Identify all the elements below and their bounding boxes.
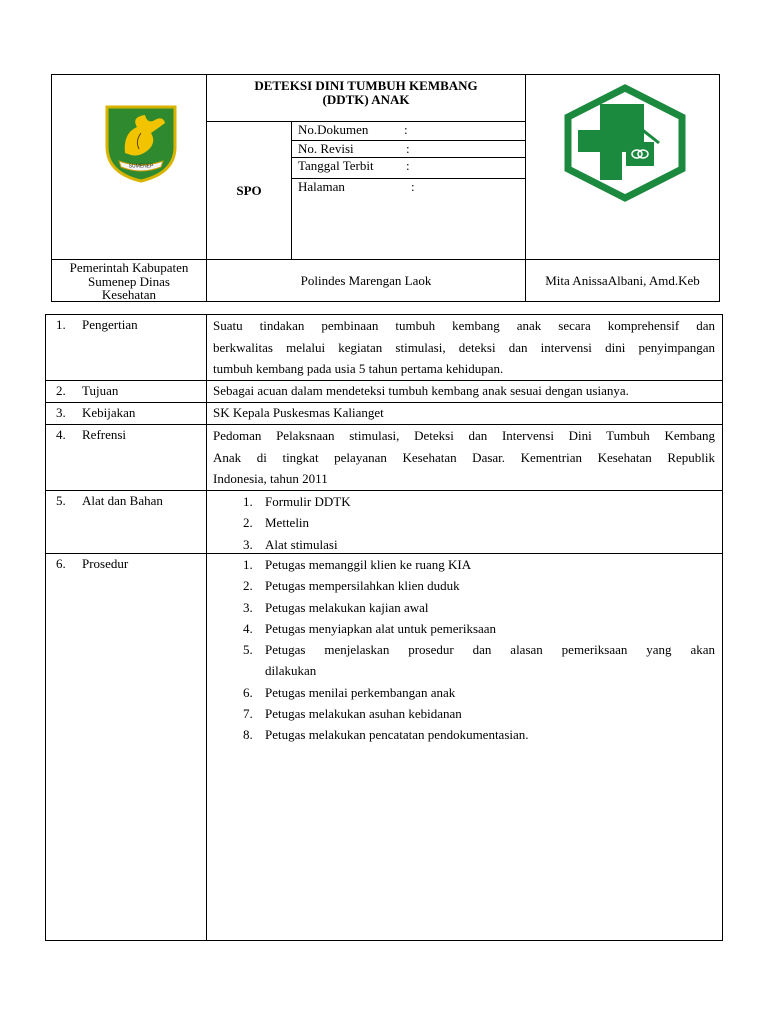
list-number: 1. — [243, 557, 253, 572]
list-number: 6. — [243, 684, 253, 700]
list-item — [213, 554, 715, 575]
meta-colon: : — [411, 179, 415, 194]
list-text-line: Petugas menjelaskan prosedur dan alasan pemeriksaan yang akan — [265, 642, 715, 658]
footer-institution — [51, 259, 207, 302]
meta-colon: : — [406, 141, 410, 156]
row-number: 2. — [56, 383, 66, 398]
list-item — [213, 618, 715, 639]
list-number: 3. — [243, 599, 253, 615]
row-number: 6. — [56, 556, 66, 571]
row-label-kebijakan — [45, 402, 207, 425]
row-label: Alat dan Bahan — [82, 493, 163, 508]
content-line: tumbuh kembang pada usia 5 tahun pertama kehidupan. — [213, 361, 504, 376]
title-line-2: (DDTK) ANAK — [322, 92, 410, 107]
list-text: Petugas menilai perkembangan anak — [265, 684, 456, 700]
document-title — [206, 74, 526, 122]
list-item — [213, 534, 715, 555]
list-text: Formulir DDTK — [265, 494, 351, 509]
meta-label: Tanggal Terbit — [298, 158, 374, 173]
sumenep-emblem-icon — [101, 103, 181, 183]
row-label-refrensi — [45, 424, 207, 491]
list-text: Petugas melakukan pencatatan pendokumentasian. — [265, 727, 529, 743]
row-label: Tujuan — [82, 383, 119, 398]
row-label: Pengertian — [82, 317, 138, 332]
list-number: 4. — [243, 620, 253, 636]
row-content-tujuan: Sebagai acuan dalam mendeteksi tumbuh kembang anak sesuai dengan usianya. — [206, 380, 723, 403]
meta-no-dokumen — [291, 121, 526, 141]
meta-label: No.Dokumen — [298, 122, 369, 137]
list-item — [213, 491, 715, 512]
emblem-ribbon-text: SUMENEP — [128, 163, 154, 170]
content-line: Suatu tindakan pembinaan tumbuh kembang anak secara komprehensif dan — [213, 318, 715, 333]
content-line: berkwalitas melalui kegiatan stimulasi, deteksi dan intervensi dini penyimpangan — [213, 339, 715, 355]
footer-location: Polindes Marengan Laok — [206, 259, 526, 302]
meta-no-revisi — [291, 140, 526, 158]
list-item — [213, 682, 715, 703]
list-item — [213, 639, 715, 682]
row-content-kebijakan: SK Kepala Puskesmas Kalianget — [206, 402, 723, 425]
list-text: Mettelin — [265, 515, 310, 531]
row-label-alat-dan-bahan — [45, 490, 207, 554]
list-number: 2. — [243, 515, 253, 531]
list-number: 1. — [243, 494, 253, 509]
spo-label: SPO — [206, 121, 292, 260]
list-number: 3. — [243, 536, 253, 552]
list-item — [213, 703, 715, 724]
content-line: Indonesia, tahun 2011 — [213, 471, 328, 486]
list-number: 7. — [243, 706, 253, 722]
list-text: Petugas melakukan asuhan kebidanan — [265, 706, 462, 722]
row-number: 3. — [56, 405, 66, 420]
meta-label: Halaman — [298, 179, 345, 194]
meta-label: No. Revisi — [298, 141, 354, 156]
footer-left-line-3: Kesehatan — [101, 287, 157, 302]
list-text: Alat stimulasi — [265, 536, 338, 552]
content-line: Anak di tingkat pelayanan Kesehatan Dasar. Kementrian Kesehatan Republik — [213, 449, 715, 465]
footer-left-line-1: Pemerintah Kabupaten — [69, 260, 189, 275]
list-text: Petugas melakukan kajian awal — [265, 599, 429, 615]
list-item — [213, 597, 715, 618]
list-item — [213, 724, 715, 745]
list-item — [213, 512, 715, 533]
list-number: 8. — [243, 727, 253, 743]
list-text: Petugas memanggil klien ke ruang KIA — [265, 557, 472, 572]
row-label-tujuan — [45, 380, 207, 403]
row-label: Kebijakan — [82, 405, 136, 420]
row-number: 5. — [56, 493, 66, 508]
footer-signatory: Mita AnissaAlbani, Amd.Keb — [525, 259, 720, 302]
row-content-pengertian — [206, 314, 723, 381]
row-content-prosedur — [206, 553, 723, 941]
list-number: 2. — [243, 578, 253, 594]
row-label: Refrensi — [82, 427, 127, 442]
list-number: 5. — [243, 642, 253, 658]
row-label: Prosedur — [82, 556, 129, 571]
puskesmas-logo-icon — [562, 84, 688, 202]
health-logo-cell — [525, 74, 720, 260]
list-item — [213, 575, 715, 596]
row-content-alat-dan-bahan — [206, 490, 723, 554]
list-text: Petugas menyiapkan alat untuk pemeriksaan — [265, 620, 497, 636]
footer-left-line-2: Sumenep Dinas — [88, 273, 170, 289]
row-number: 1. — [56, 317, 66, 332]
row-number: 4. — [56, 427, 66, 442]
title-line-1: DETEKSI DINI TUMBUH KEMBANG — [254, 78, 478, 93]
content-line: Pedoman Pelaksnaan stimulasi, Deteksi dan Intervensi Dini Tumbuh Kembang — [213, 428, 715, 443]
row-label-pengertian — [45, 314, 207, 381]
meta-colon: : — [404, 122, 408, 137]
list-text-line: dilakukan — [265, 663, 317, 679]
regency-emblem-cell — [51, 74, 207, 260]
row-label-prosedur — [45, 553, 207, 941]
list-text: Petugas mempersilahkan klien duduk — [265, 578, 460, 594]
meta-halaman — [291, 178, 526, 260]
meta-colon: : — [406, 158, 410, 173]
row-content-refrensi — [206, 424, 723, 491]
meta-tanggal-terbit — [291, 157, 526, 179]
